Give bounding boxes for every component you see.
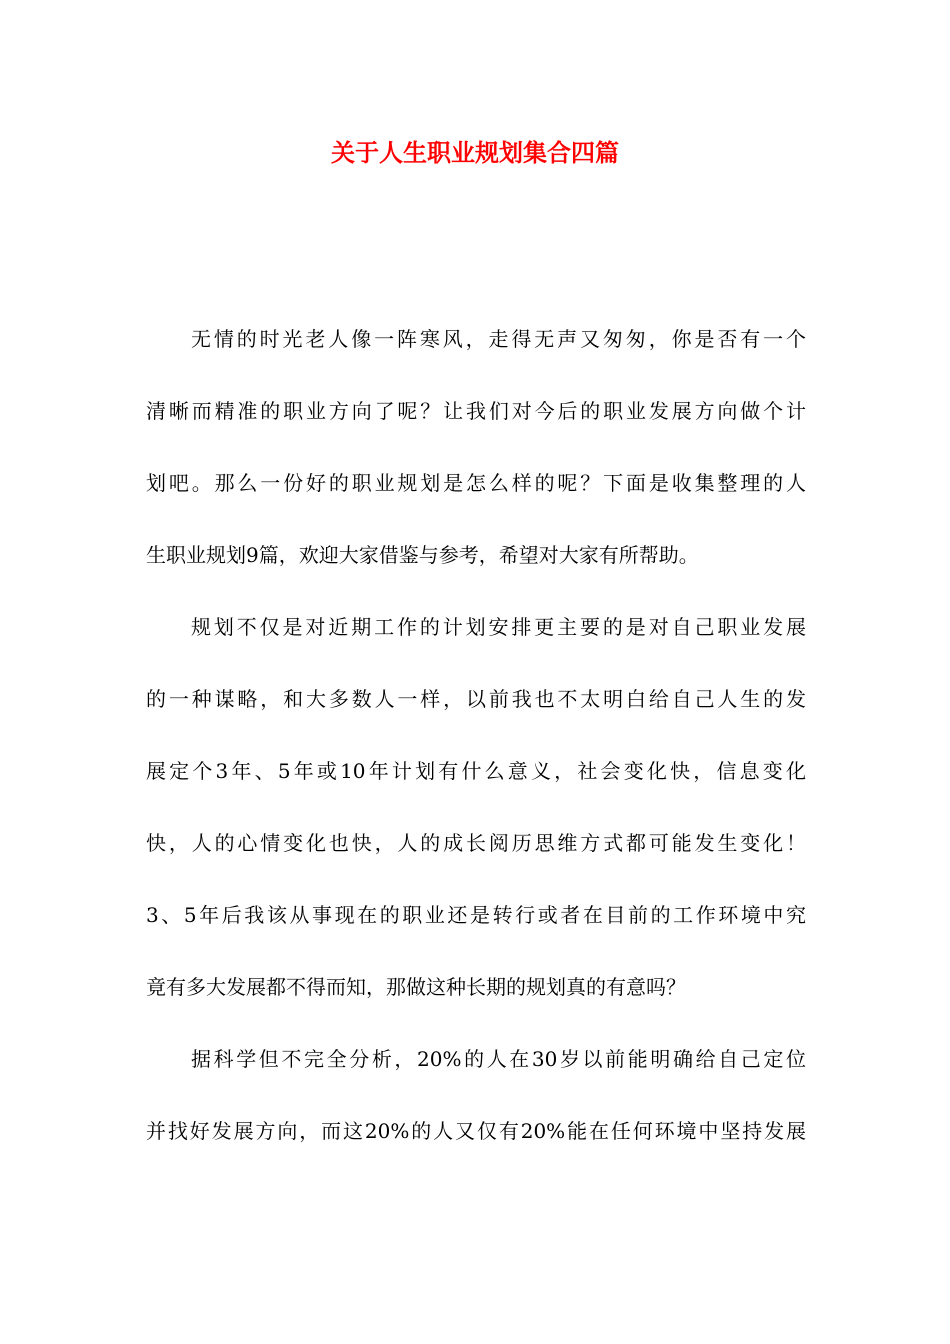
paragraph-line: 3、5年后我该从事现在的职业还是转行或者在目前的工作环境中究 bbox=[146, 903, 806, 927]
paragraph-line: 的一种谋略，和大多数人一样，以前我也不太明白给自己人生的发 bbox=[146, 687, 806, 711]
paragraph-line: 规划不仅是对近期工作的计划安排更主要的是对自己职业发展 bbox=[191, 615, 806, 639]
paragraph-line: 并找好发展方向，而这20%的人又仅有20%能在任何环境中坚持发展 bbox=[146, 1119, 806, 1143]
paragraph-line: 据科学但不完全分析，20%的人在30岁以前能明确给自己定位 bbox=[191, 1047, 806, 1071]
paragraph-line: 划吧。那么一份好的职业规划是怎么样的呢？下面是收集整理的人 bbox=[146, 471, 806, 495]
paragraph-line: 清晰而精准的职业方向了呢？让我们对今后的职业发展方向做个计 bbox=[146, 399, 806, 423]
paragraph-line: 竟有多大发展都不得而知，那做这种长期的规划真的有意吗？ bbox=[146, 975, 686, 999]
paragraph-line: 生职业规划9篇，欢迎大家借鉴与参考，希望对大家有所帮助。 bbox=[146, 543, 699, 567]
document-title: 关于人生职业规划集合四篇 bbox=[331, 138, 619, 167]
paragraph-line: 展定个3年、5年或10年计划有什么意义，社会变化快，信息变化 bbox=[146, 759, 806, 783]
paragraph-line: 快，人的心情变化也快，人的成长阅历思维方式都可能发生变化！ bbox=[146, 831, 806, 855]
paragraph-line: 无情的时光老人像一阵寒风，走得无声又匆匆，你是否有一个 bbox=[191, 327, 806, 351]
